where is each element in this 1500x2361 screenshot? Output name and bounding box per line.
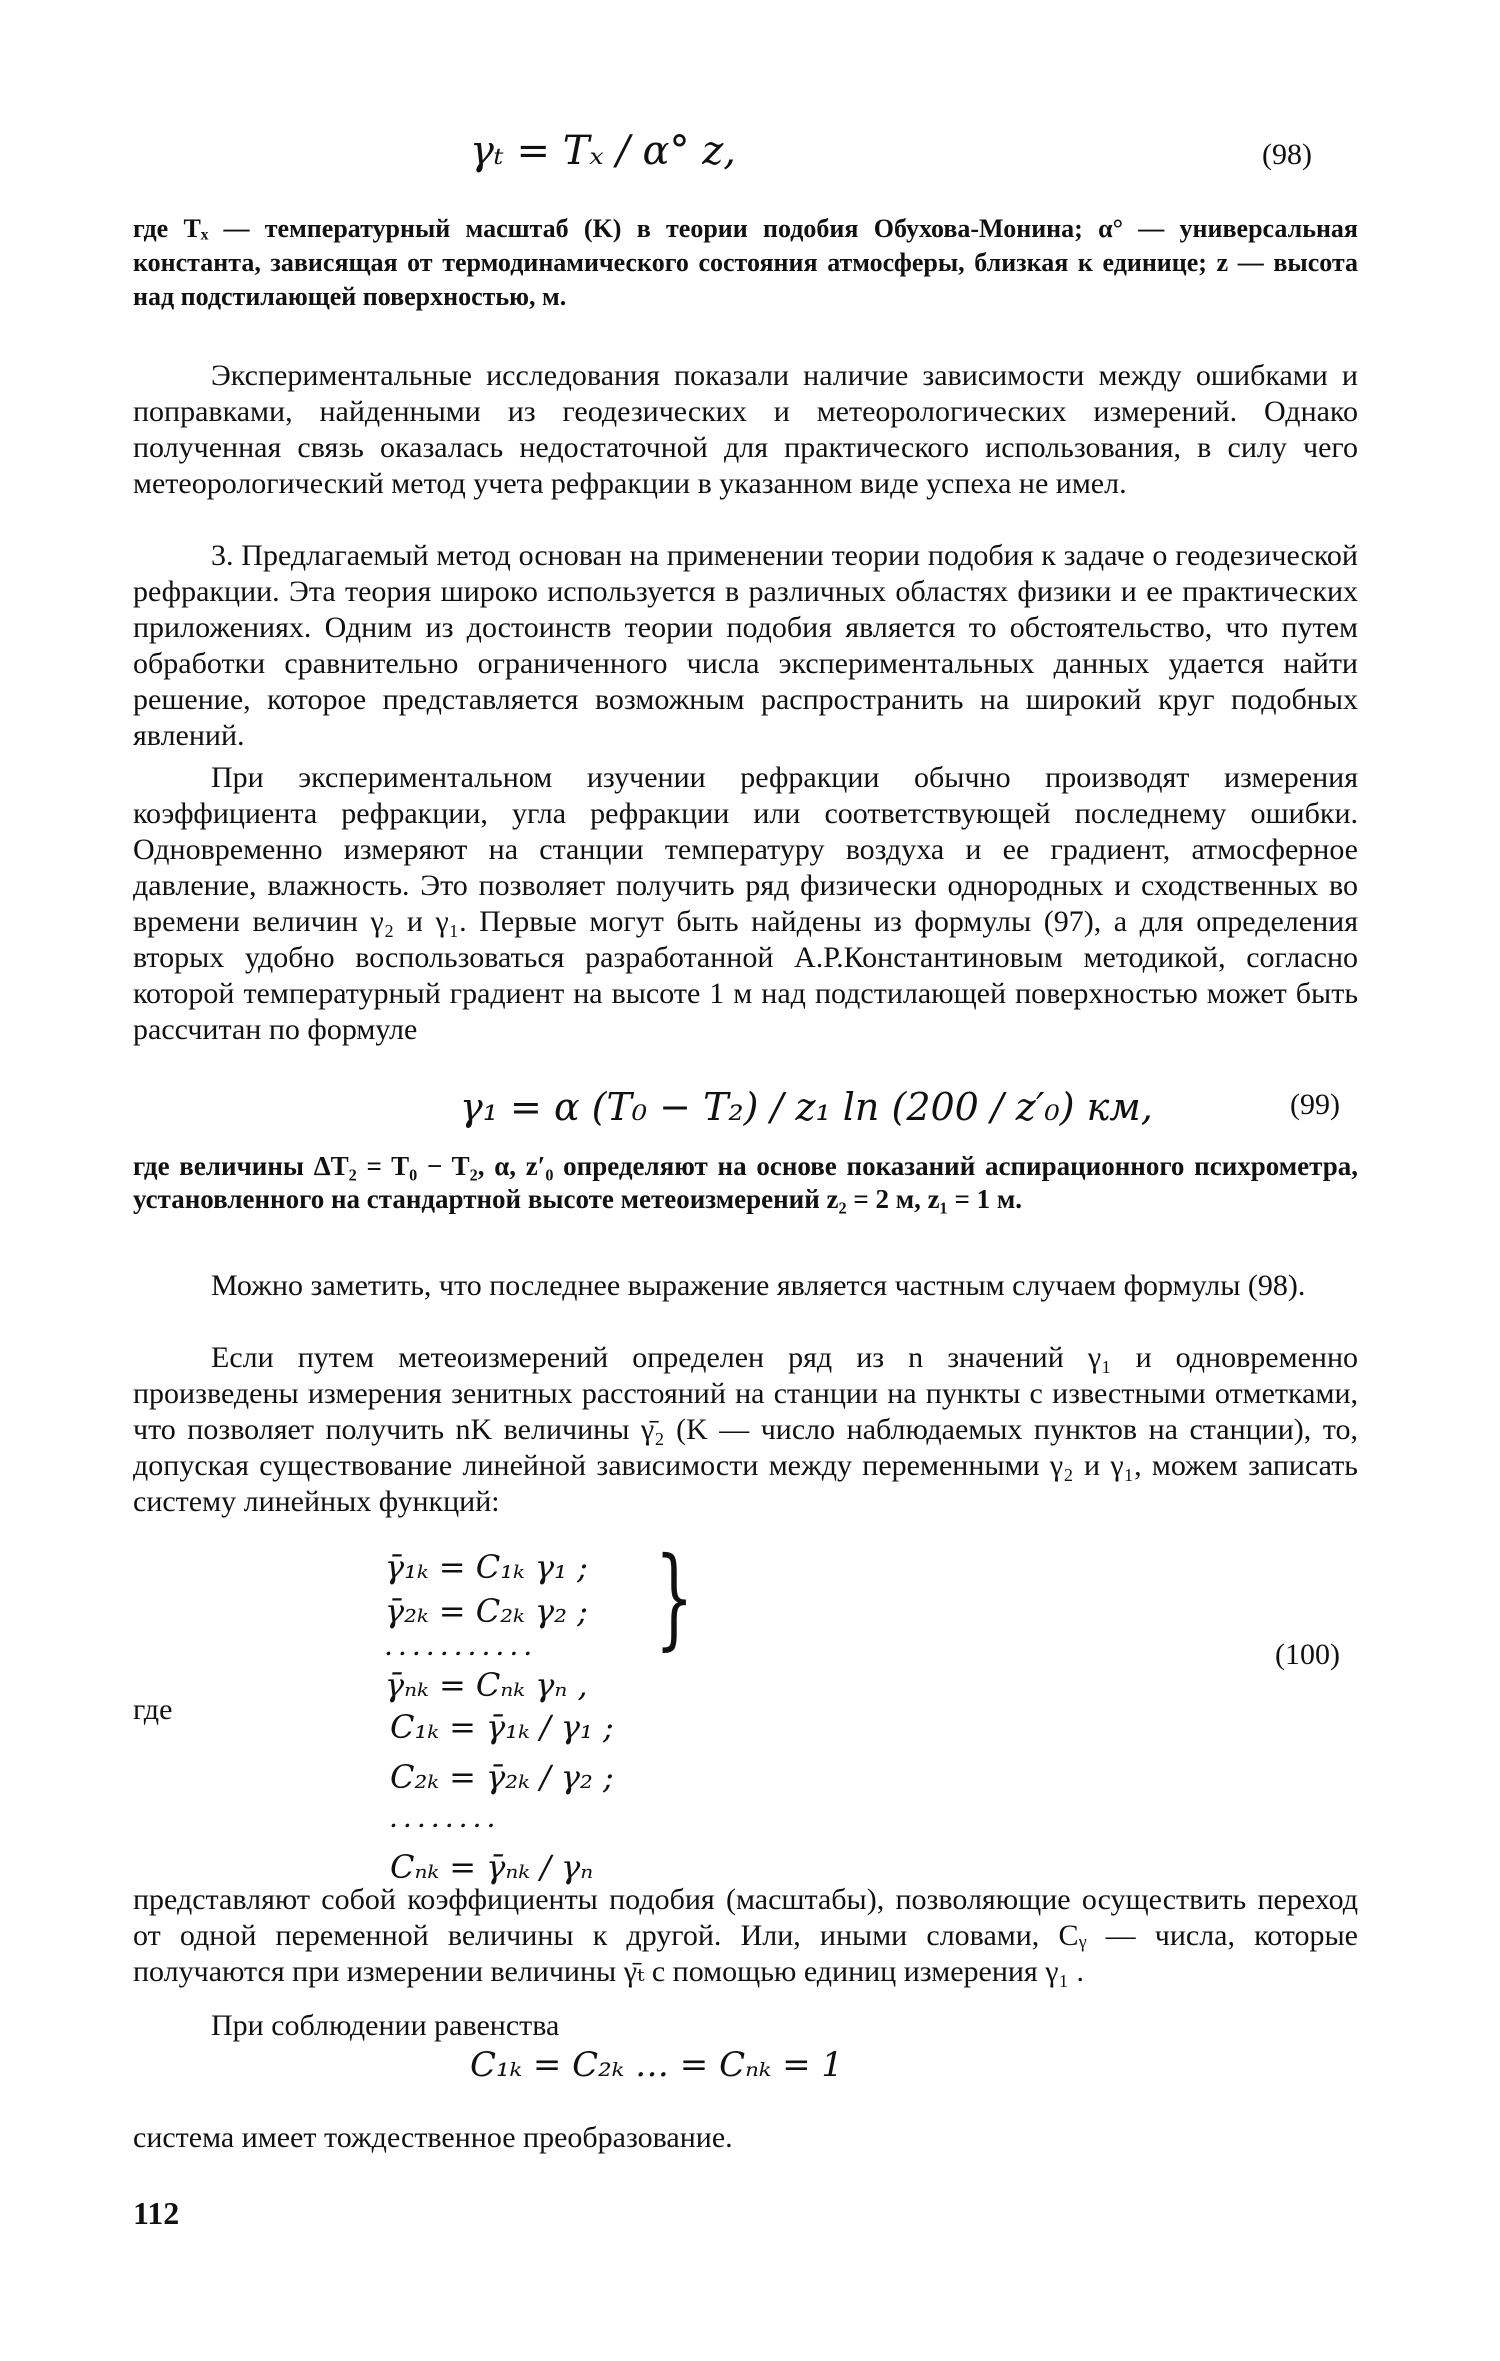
equation-99: γ₁ = α (T₀ − T₂) / z₁ ln (200 / z′₀) км, xyxy=(460,1085,1153,1129)
coefficient-definitions xyxy=(390,1708,710,1898)
paragraph-5: Если путем метеоизмерений определен ряд из n значений γ₁ и одновременно произведены измерения зенитных расстояний на станции на пункты с известными отметками, что позволяет получить nK величины γ̄₂ (K — число наблюдаемых пунктов на станции), то, допуская существование линейной зависимости между переменными γ₂ и γ₁, можем записать систему линейных функций: xyxy=(133,1341,1358,1518)
coefficient-2: C₂ₖ = γ̄₂ₖ / γ₂ ; xyxy=(390,1758,614,1796)
equation-99-note: где величины ΔT₂ = T₀ − T₂, α, z′₀ определяют на основе показаний аспирационного психрометра, установленного на стандартной высоте метеоизмерений z₂ = 2 м, z₁ = 1 м. xyxy=(133,1151,1358,1214)
system-row-n: γ̄ₙₖ = Cₙₖ γₙ , xyxy=(385,1666,588,1704)
coefficient-ellipsis: . . . . . . . . xyxy=(390,1808,495,1832)
paragraph-2: 3. Предлагаемый метод основан на применении теории подобия к задаче о геодезической рефракции. Эта теория широко используется в различных областях физики и ее практических приложениях. Одним из достоинств теории подобия является то обстоятельство, что путем обработки сравнительно ограниченного числа экспериментальных данных удается найти решение, которое представляется возможным распространить на широкий круг подобных явлений. xyxy=(133,539,1358,752)
where-label: где xyxy=(133,1693,173,1726)
coefficient-n: Cₙₖ = γ̄ₙₖ / γₙ xyxy=(390,1848,594,1886)
system-row-2: γ̄₂ₖ = C₂ₖ γ₂ ; xyxy=(385,1592,588,1630)
system-brace: } xyxy=(655,1533,694,1661)
equation-98: γₜ = Tₓ / α° z, xyxy=(470,128,737,174)
paragraph-8: система имеет тождественное преобразование. xyxy=(133,2121,733,2154)
paragraph-6: представляют собой коэффициенты подобия (масштабы), позволяющие осуществить переход от одной переменной величины к другой. Или, иными словами, Cᵧ — числа, которые получаются при измерении величины γ̄ₜ с помощью единиц измерения γ₁ . xyxy=(133,1883,1358,1988)
equation-99-number: (99) xyxy=(1290,1088,1340,1121)
paragraph-7: При соблюдении равенства xyxy=(211,2009,560,2042)
paragraph-3: При экспериментальном изучении рефракции обычно производят измерения коэффициента рефракции, угла рефракции или соответствующей последнему ошибки. Одновременно измеряют на станции температуру воздуха и ее градиент, атмосферное давление, влажность. Это позволяет получить ряд физически однородных и сходственных во времени величин γ₂ и γ₁. Первые могут быть найдены из формулы (97), а для определения вторых удобно воспользоваться разработанной А.Р.Константиновым методикой, согласно которой температурный градиент на высоте 1 м над подстилающей поверхностью может быть рассчитан по формуле xyxy=(133,761,1358,1046)
system-row-ellipsis: . . . . . . . . . . . xyxy=(385,1636,532,1660)
equation-system-100 xyxy=(385,1548,685,1710)
equality-condition: C₁ₖ = C₂ₖ … = Cₙₖ = 1 xyxy=(470,2045,844,2085)
system-row-1: γ̄₁ₖ = C₁ₖ γ₁ ; xyxy=(385,1548,588,1586)
equation-100-number: (100) xyxy=(1275,1638,1340,1671)
page-number: 112 xyxy=(133,2195,180,2231)
equation-98-number: (98) xyxy=(1262,138,1312,171)
paragraph-4: Можно заметить, что последнее выражение является частным случаем формулы (98). xyxy=(211,1269,1306,1302)
paragraph-1: Экспериментальные исследования показали наличие зависимости между ошибками и поправками, найденными из геодезических и метеорологических измерений. Однако полученная связь оказалась недостаточной для практического использования, в силу чего метеорологический метод учета рефракции в указанном виде успеха не имел. xyxy=(133,359,1358,500)
coefficient-1: C₁ₖ = γ̄₁ₖ / γ₁ ; xyxy=(390,1708,614,1746)
equation-98-note: где Tₓ — температурный масштаб (K) в теории подобия Обухова-Монина; α° — универсальная константа, зависящая от термодинамического состояния атмосферы, близкая к единице; z — высота над подстилающей поверхностью, м. xyxy=(133,214,1358,311)
